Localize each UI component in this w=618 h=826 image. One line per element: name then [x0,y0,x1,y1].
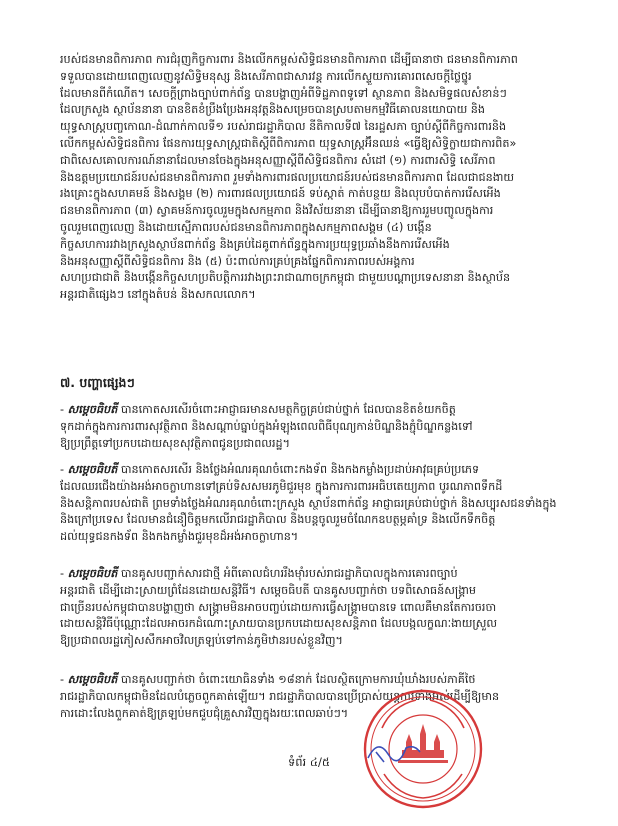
intro-line: របស់ជនមានពិការភាព ការជំរុញកិច្ចការពារ និងលើកកម្ពស់សិទ្ធិជនមានពិការភាព ដើម្បីធានាថា ជនមានពិការភាព [60,53,518,66]
intro-line: យុទ្ធសាស្ត្របញ្ចកោណ-ដំណាក់កាលទី១ របស់រាជរដ្ឋាភិបាល នីតិកាលទី៧ នៃរដ្ឋសភា ច្បាប់ស្តីពីកិច្ចការពារនិង [60,120,507,134]
intro-line: ដែលមានពីកំណើត។ សេចក្តីព្រាងច្បាប់ពាក់ព័ន្ធ បានបង្ហាញអំពីទិដ្ឋភាពទូទៅ ស្ថានភាព និងសមិទ្ធផលសំខាន់ៗ [60,86,507,100]
bullet-line: ដោយសន្តិវិធីប៉ុណ្ណោះដែលអាចរកដំណោះស្រាយបានប្រកបដោយសុខសន្តិភាព ដែលបង្កលក្ខណៈងាយស្រួល [60,617,498,631]
intro-line: ទទួលបានដោយពេញលេញនូវសិទ្ធិមនុស្ស និងសេរីភាពជាសារវន្ត ការលើកស្ទួយការគោរពសេចក្តីថ្លៃថ្នូរ [60,69,472,83]
bullet-dash: - [60,673,68,686]
bullet-first-line [60,402,580,419]
intro-line: ចូលរួមពេញលេញ និងដោយស្មើភាពរបស់ជនមានពិការភាពក្នុងសកម្មភាពសង្គម (៤) បង្កើន [60,220,432,234]
bullet-item [60,462,580,546]
bullet-item [60,402,580,452]
bullet-first-line [60,672,580,689]
bullet-text: បានគូសបញ្ជាក់ថា ចំពោះយោធិនទាំង ១៨នាក់ ដែលស្ថិតក្រោមការឃុំឃាំងរបស់ភាគីថៃ [120,673,476,686]
bullet-dash: - [60,463,68,476]
bullet-line: ឱ្យប្រជាពលរដ្ឋភៀសសឹកអាចវិលត្រឡប់ទៅកាន់ភូមិឋានរបស់ខ្លួនវិញ។ [60,634,343,648]
bullet-line: អន្តរជាតិ ដើម្បីដោះស្រាយព្រំដែនដោយសន្តិវិធី។ សម្តេចធិបតី បានគូសបញ្ជាក់ថា បទពិសោធន៍សង្គ្រាម [60,583,477,597]
bullet-line: និងក្រៅប្រទេស ដែលមានជំនឿចិត្តមកលើរាជរដ្ឋាភិបាល និងបន្តចូលរួមចំណែកឧបត្ថម្ភគាំទ្រ និងលើកទឹកចិត្ត [60,513,496,527]
angkor-wat-emblem-icon [398,724,448,763]
bullet-lead: សម្តេចធិបតី [67,403,118,416]
bullet-lead: សម្តេចធិបតី [67,567,118,580]
bullet-dash: - [60,403,68,416]
bullet-text: បានកោតសរសើរចំពោះអាជ្ញាធរមានសមត្ថកិច្ចគ្រប់ជាប់ថ្នាក់ ដែលបានខិតខំយកចិត្ត [120,403,456,416]
official-seal-icon [362,688,484,810]
page-number: ទំព័រ ៤/៥ [287,755,331,769]
bullet-text: បានគូសបញ្ជាក់សារជាថ្មី អំពីគោលជំហររឹងម៉ាំរបស់រាជរដ្ឋាភិបាលក្នុងការគោរពច្បាប់ [120,567,458,580]
bullet-line: ដល់យុទ្ធជនកងទ័ព និងកងកម្លាំងជួរមុខដ៏អង់អាចក្លាហាន។ [60,530,299,544]
intro-line: រងគ្រោះក្នុងសហគមន៍ និងសង្គម (២) ការពារផលប្រយោជន៍ ទប់ស្កាត់ កាត់បន្ថយ និងលុបបំបាត់ការរើសអើង [60,187,501,201]
bullet-line: ឱ្យប្រព្រឹត្តទៅប្រកបដោយសុខសុវត្ថិភាពជូនប្រជាពលរដ្ឋ។ [60,436,290,450]
bullet-dash: - [60,567,68,580]
bullet-item [60,566,580,650]
section-heading: ៧. បញ្ហាផ្សេងៗ [60,375,135,390]
intro-line: និងអនុសញ្ញាស្តីពីសិទ្ធិជនពិការ និង (៥) ប៉ះពាល់ការគ្រប់គ្រងផ្នែកពិការភាពរបស់អង្គការ [60,254,415,268]
bullet-line: ជាច្រើនរបស់កម្ពុជាបានបង្ហាញថា សង្គ្រាមមិនអាចបញ្ចប់ដោយការធ្វើសង្គ្រាមបានទេ ពោលគឺមានតែការចរចា [60,600,497,614]
bullet-line: ដែលឈរជើងយ៉ាងអង់អាចក្លាហានទៅគ្រប់ទិសសមរភូមិជួរមុខ ក្នុងការការពារអធិបតេយ្យភាព បូរណភាពទឹកដី [60,479,503,493]
bullet-lead: សម្តេចធិបតី [67,673,118,686]
bullet-line: រាជរដ្ឋាភិបាលកម្ពុជាមិនដែលបំភ្លេចពួកគាត់ឡើយ។ រាជរដ្ឋាភិបាលបានប្រើប្រាស់យន្តការទាំងអស់ដើម្បីឱ្យមាន [60,689,500,703]
intro-line: សហប្រជាជាតិ និងបង្កើនកិច្ចសហប្រតិបត្តិការរវាងព្រះរាជាណាចក្រកម្ពុជា ជាមួយបណ្តាប្រទេសនានា និងស្ថាប័ន [60,271,511,285]
bullet-line: ការដោះលែងពួកគាត់ឱ្យត្រឡប់មកជួបជុំគ្រួសារវិញក្នុងរយៈពេលឆាប់ៗ។ [60,706,349,720]
intro-line: ជនមានពិការភាព (៣) ស្វាគមន៍ការចូលរួមក្នុងសកម្មភាព និងវិស័យនានា ដើម្បីធានាឱ្យការរួមបញ្ចូលក្នុងការ [60,204,494,218]
intro-line: ជាពិសេសគោលការណ៍នានាដែលមានចែងក្នុងអនុសញ្ញាស្តីពីសិទ្ធិជនពិការ សំដៅ (១) ការពារសិទ្ធិ សេរីភាព [60,153,496,167]
bullet-first-line [60,462,580,479]
bullet-line: និងសន្តិភាពរបស់ជាតិ ព្រមទាំងថ្លែងអំណរគុណចំពោះក្រសួង ស្ថាប័នពាក់ព័ន្ធ អាជ្ញាធរគ្រប់ជាប់ថ្នាក់ និងសប្បុរសជនទាំងក្នុង [60,496,557,510]
bullet-first-line [60,566,580,583]
bullet-text: បានកោតសរសើរ និងថ្លែងអំណរគុណចំពោះកងទ័ព និងកងកម្លាំងប្រដាប់អាវុធគ្រប់ប្រភេទ [120,463,480,476]
intro-line: និងឧត្តមប្រយោជន៍របស់ជនមានពិការភាព រួមទាំងការពារផលប្រយោជន៍របស់ជនមានពិការភាព ដែលជាជនងាយ [60,170,515,184]
intro-line: អន្តរជាតិផ្សេងៗ នៅក្នុងតំបន់ និងសកលលោក។ [60,288,256,302]
intro-line: ដែលក្រសួង ស្ថាប័ននានា បានខិតខំប្រឹងប្រែងអនុវត្តនិងសម្រេចបានស្របតាមកម្មវិធីគោលនយោបាយ និង [60,103,486,117]
bullet-lead: សម្តេចធិបតី [67,463,118,476]
intro-paragraph [60,52,580,304]
intro-line: លើកកម្ពស់សិទ្ធិជនពិការ ផែនការយុទ្ធសាស្ត្រជាតិស្តីពីពិការភាព យុទ្ធសាស្ត្រអ៊ីនឈន់ «ធ្វើឱ្យសិទ្ធិក្លាយជាការពិត» [60,136,517,150]
intro-line: កិច្ចសហការរវាងក្រសួងស្ថាប័នពាក់ព័ន្ធ និងគ្រប់ដៃគូពាក់ព័ន្ធក្នុងការប្រយុទ្ធប្រឆាំងនឹងការរើសអើង [60,237,450,251]
bullet-line: ទុកដាក់ក្នុងការការពារសុវត្ថិភាព និងសណ្តាប់ធ្នាប់ក្នុងអំឡុងពេលពិធីបុណ្យកាន់បិណ្ឌនិងភ្ជុំបិណ្ឌកន្លងទៅ [60,419,473,433]
bullet-item [60,672,580,722]
